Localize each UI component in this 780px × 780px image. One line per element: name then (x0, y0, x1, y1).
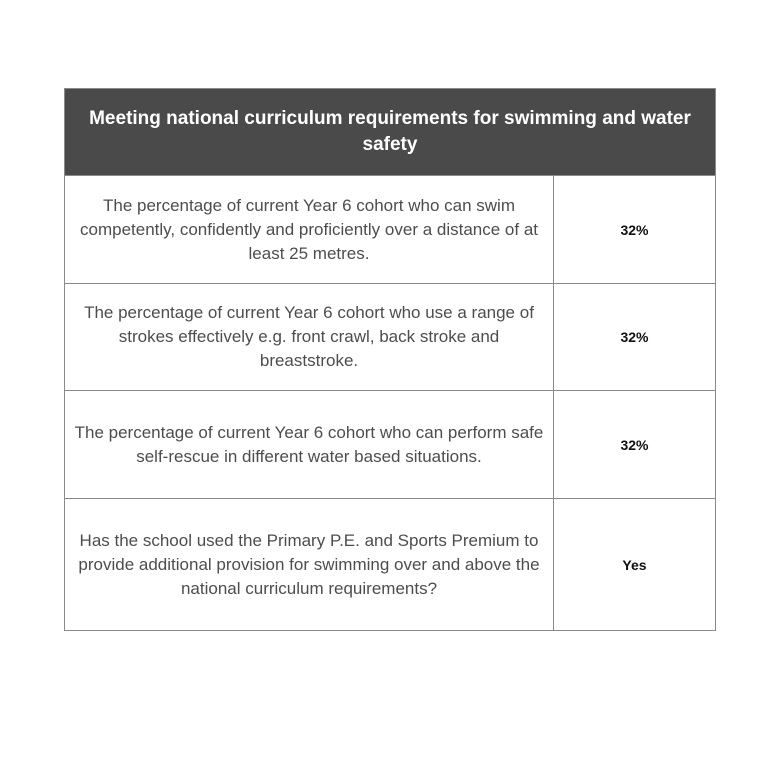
row-answer: 32% (620, 221, 649, 238)
table-row (65, 175, 715, 283)
table-row (65, 283, 715, 390)
table-row (65, 498, 715, 630)
row-question: The percentage of current Year 6 cohort who can perform safe self-rescue in different water based situations. (65, 391, 554, 498)
row-question: Has the school used the Primary P.E. and Sports Premium to provide additional provision for swimming over and above the national curriculum requirements? (65, 499, 554, 630)
swimming-requirements-table (64, 88, 716, 631)
table-title: Meeting national curriculum requirements for swimming and water safety (65, 89, 715, 175)
row-answer: 32% (620, 436, 649, 453)
row-answer: 32% (620, 329, 649, 345)
row-question: The percentage of current Year 6 cohort who can swim competently, confidently and proficiently over a distance of at least 25 metres. (65, 176, 554, 283)
table-row (65, 390, 715, 498)
row-answer: Yes (622, 556, 647, 573)
row-question: The percentage of current Year 6 cohort who use a range of strokes effectively e.g. front crawl, back stroke and breaststroke. (65, 284, 554, 390)
